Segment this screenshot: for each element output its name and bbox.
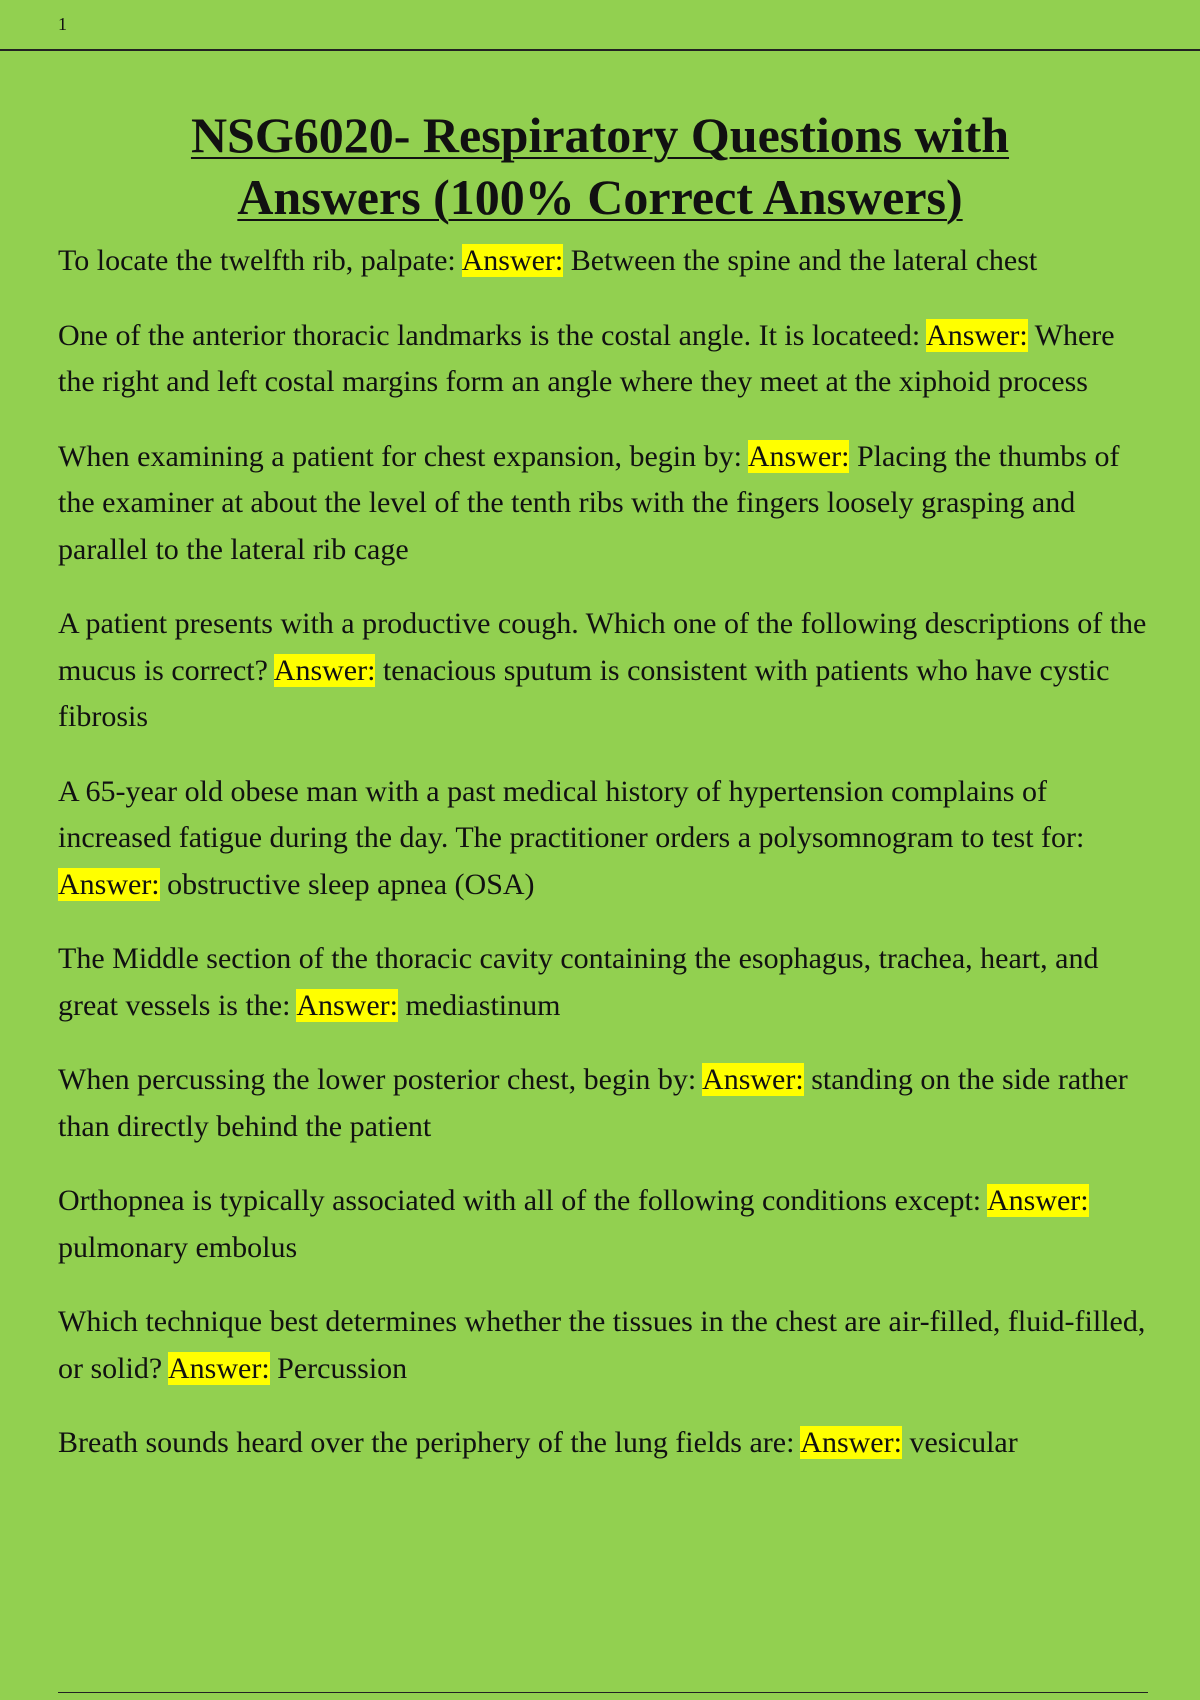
qa-item <box>58 313 1148 406</box>
question-text: Breath sounds heard over the periphery of the lung fields are: <box>58 1426 795 1459</box>
question-text: A 65-year old obese man with a past medical history of hypertension complains of increased fatigue during the day. The practitioner orders a polysomnogram to test for: <box>58 774 1085 854</box>
answer-text: Where the right and left costal margins form an angle where they meet at the xiphoid process <box>58 318 1115 398</box>
question-text: Which technique best determines whether the tissues in the chest are air-filled, fluid-filled, or solid? <box>58 1305 1146 1385</box>
qa-item <box>58 769 1148 909</box>
answer-text: Between the spine and the lateral chest <box>570 244 1038 277</box>
answer-label: Answer: <box>273 653 376 687</box>
answer-label: Answer: <box>461 244 564 277</box>
qa-item <box>58 1420 1148 1467</box>
answer-text: pulmonary embolus <box>58 1230 298 1264</box>
title-line-2: Answers (100% Correct Answers) <box>237 169 963 225</box>
answer-label: Answer: <box>800 1426 902 1459</box>
page-number: 1 <box>58 14 67 34</box>
page-header <box>0 0 1200 51</box>
question-text: When percussing the lower posterior chest, begin by: <box>58 1063 697 1096</box>
question-text: A patient presents with a productive cough. Which one of the following descriptions of the mucus is correct? <box>58 607 1147 687</box>
qa-item <box>58 238 1148 285</box>
footer-divider <box>58 1692 1148 1693</box>
qa-item <box>58 1057 1148 1150</box>
qa-item <box>58 601 1148 741</box>
answer-text: standing on the side rather than directly behind the patient <box>58 1063 1128 1143</box>
answer-text: vesicular <box>909 1426 1018 1459</box>
answer-text: mediastinum <box>405 988 561 1022</box>
title-line-1: NSG6020- Respiratory Questions with <box>190 107 1010 163</box>
answer-text: tenacious sputum is consistent with patients who have cystic fibrosis <box>58 653 1110 733</box>
answer-text: Percussion <box>277 1351 408 1385</box>
question-text: Orthopnea is typically associated with all of the following conditions except: <box>58 1184 982 1217</box>
answer-text: Placing the thumbs of the examiner at about the level of the tenth ribs with the fingers loosely grasping and parallel to the lateral rib cage <box>58 439 1120 566</box>
answer-label: Answer: <box>747 439 850 473</box>
qa-item <box>58 936 1148 1029</box>
question-text: When examining a patient for chest expansion, begin by: <box>58 439 742 473</box>
document-title <box>40 104 1160 228</box>
qa-item <box>58 1299 1148 1392</box>
answer-text: obstructive sleep apnea (OSA) <box>167 867 535 901</box>
answer-label: Answer: <box>926 318 1028 352</box>
qa-item <box>58 1178 1148 1271</box>
answer-label: Answer: <box>296 988 398 1022</box>
answer-label: Answer: <box>168 1351 270 1385</box>
answer-label: Answer: <box>702 1063 804 1096</box>
answer-label: Answer: <box>986 1184 1089 1217</box>
question-answer-list <box>58 238 1148 1495</box>
qa-item <box>58 434 1148 574</box>
question-text: One of the anterior thoracic landmarks is the costal angle. It is locateed: <box>58 318 921 352</box>
answer-label: Answer: <box>58 867 160 901</box>
question-text: To locate the twelfth rib, palpate: <box>58 244 456 277</box>
question-text: The Middle section of the thoracic cavity containing the esophagus, trachea, heart, and great vessels is the: <box>58 942 1099 1022</box>
